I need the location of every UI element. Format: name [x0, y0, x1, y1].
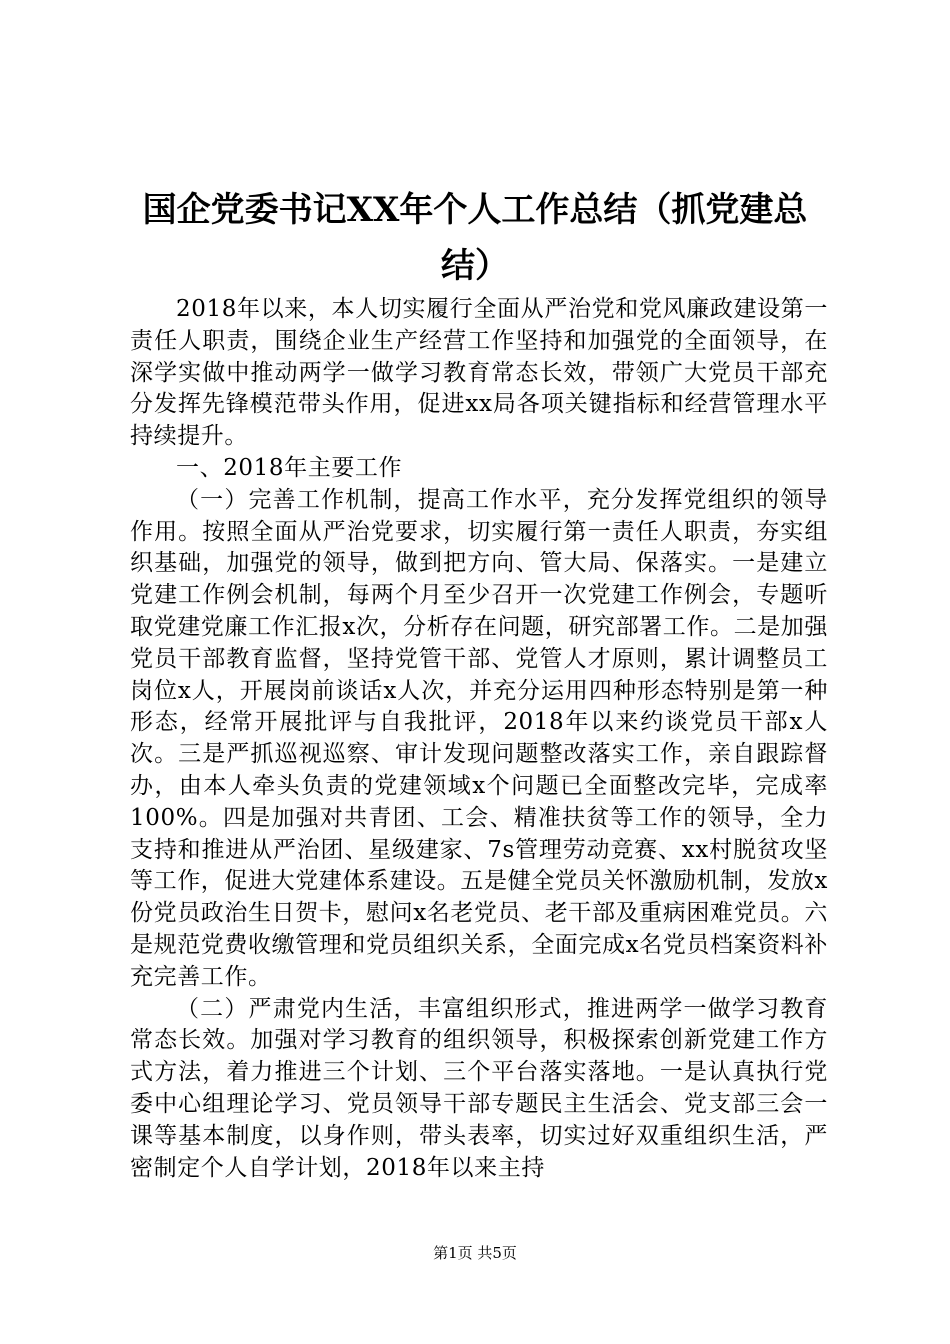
page-footer: 第1页 共5页: [433, 1244, 517, 1262]
body-paragraph: （二）严肃党内生活，丰富组织形式，推进两学一做学习教育常态长效。加强对学习教育的组织领导，积极探索创新党建工作方式方法，着力推进三个计划、三个平台落实落地。一是认真执行党委中心组理论学习、党员领导干部专题民主生活会、党支部三会一课等基本制度，以身作则，带头表率，切实过好双重组织生活，严密制定个人自学计划，2018年以来主持: [130, 995, 828, 1181]
document-title: 国企党委书记XX年个人工作总结（抓党建总结）: [142, 190, 808, 286]
intro-paragraph: 2018年以来，本人切实履行全面从严治党和党风廉政建设第一责任人职责，围绕企业生产经营工作坚持和加强党的全面领导，在深学实做中推动两学一做学习教育常态长效，带领广大党员干部充分发挥先锋模范带头作用，促进xx局各项关键指标和经营管理水平持续提升。: [130, 296, 828, 450]
section-heading: 一、2018年主要工作: [176, 454, 403, 481]
body-paragraph: （一）完善工作机制，提高工作水平，充分发挥党组织的领导作用。按照全面从严治党要求，切实履行第一责任人职责，夯实组织基础，加强党的领导，做到把方向、管大局、保落实。一是建立党建工作例会机制，每两个月至少召开一次党建工作例会，专题听取党建党廉工作汇报x次，分析存在问题，研究部署工作。二是加强党员干部教育监督，坚持党管干部、党管人才原则，累计调整员工岗位x人，开展岗前谈话x人次，并充分运用四种形态特别是第一种形态，经常开展批评与自我批评，2018年以来约谈党员干部x人次。三是严抓巡视巡察、审计发现问题整改落实工作，亲自跟踪督办，由本人牵头负责的党建领域x个问题已全面整改完毕，完成率100%。四是加强对共青团、工会、精准扶贫等工作的领导，全力支持和推进从严治团、星级建家、7s管理劳动竞赛、xx村脱贫攻坚等工作，促进大党建体系建设。五是健全党员关怀激励机制，发放x份党员政治生日贺卡，慰问x名老党员、老干部及重病困难党员。六是规范党费收缴管理和党员组织关系，全面完成x名党员档案资料补充完善工作。: [130, 486, 828, 990]
document-body: [130, 294, 828, 1184]
